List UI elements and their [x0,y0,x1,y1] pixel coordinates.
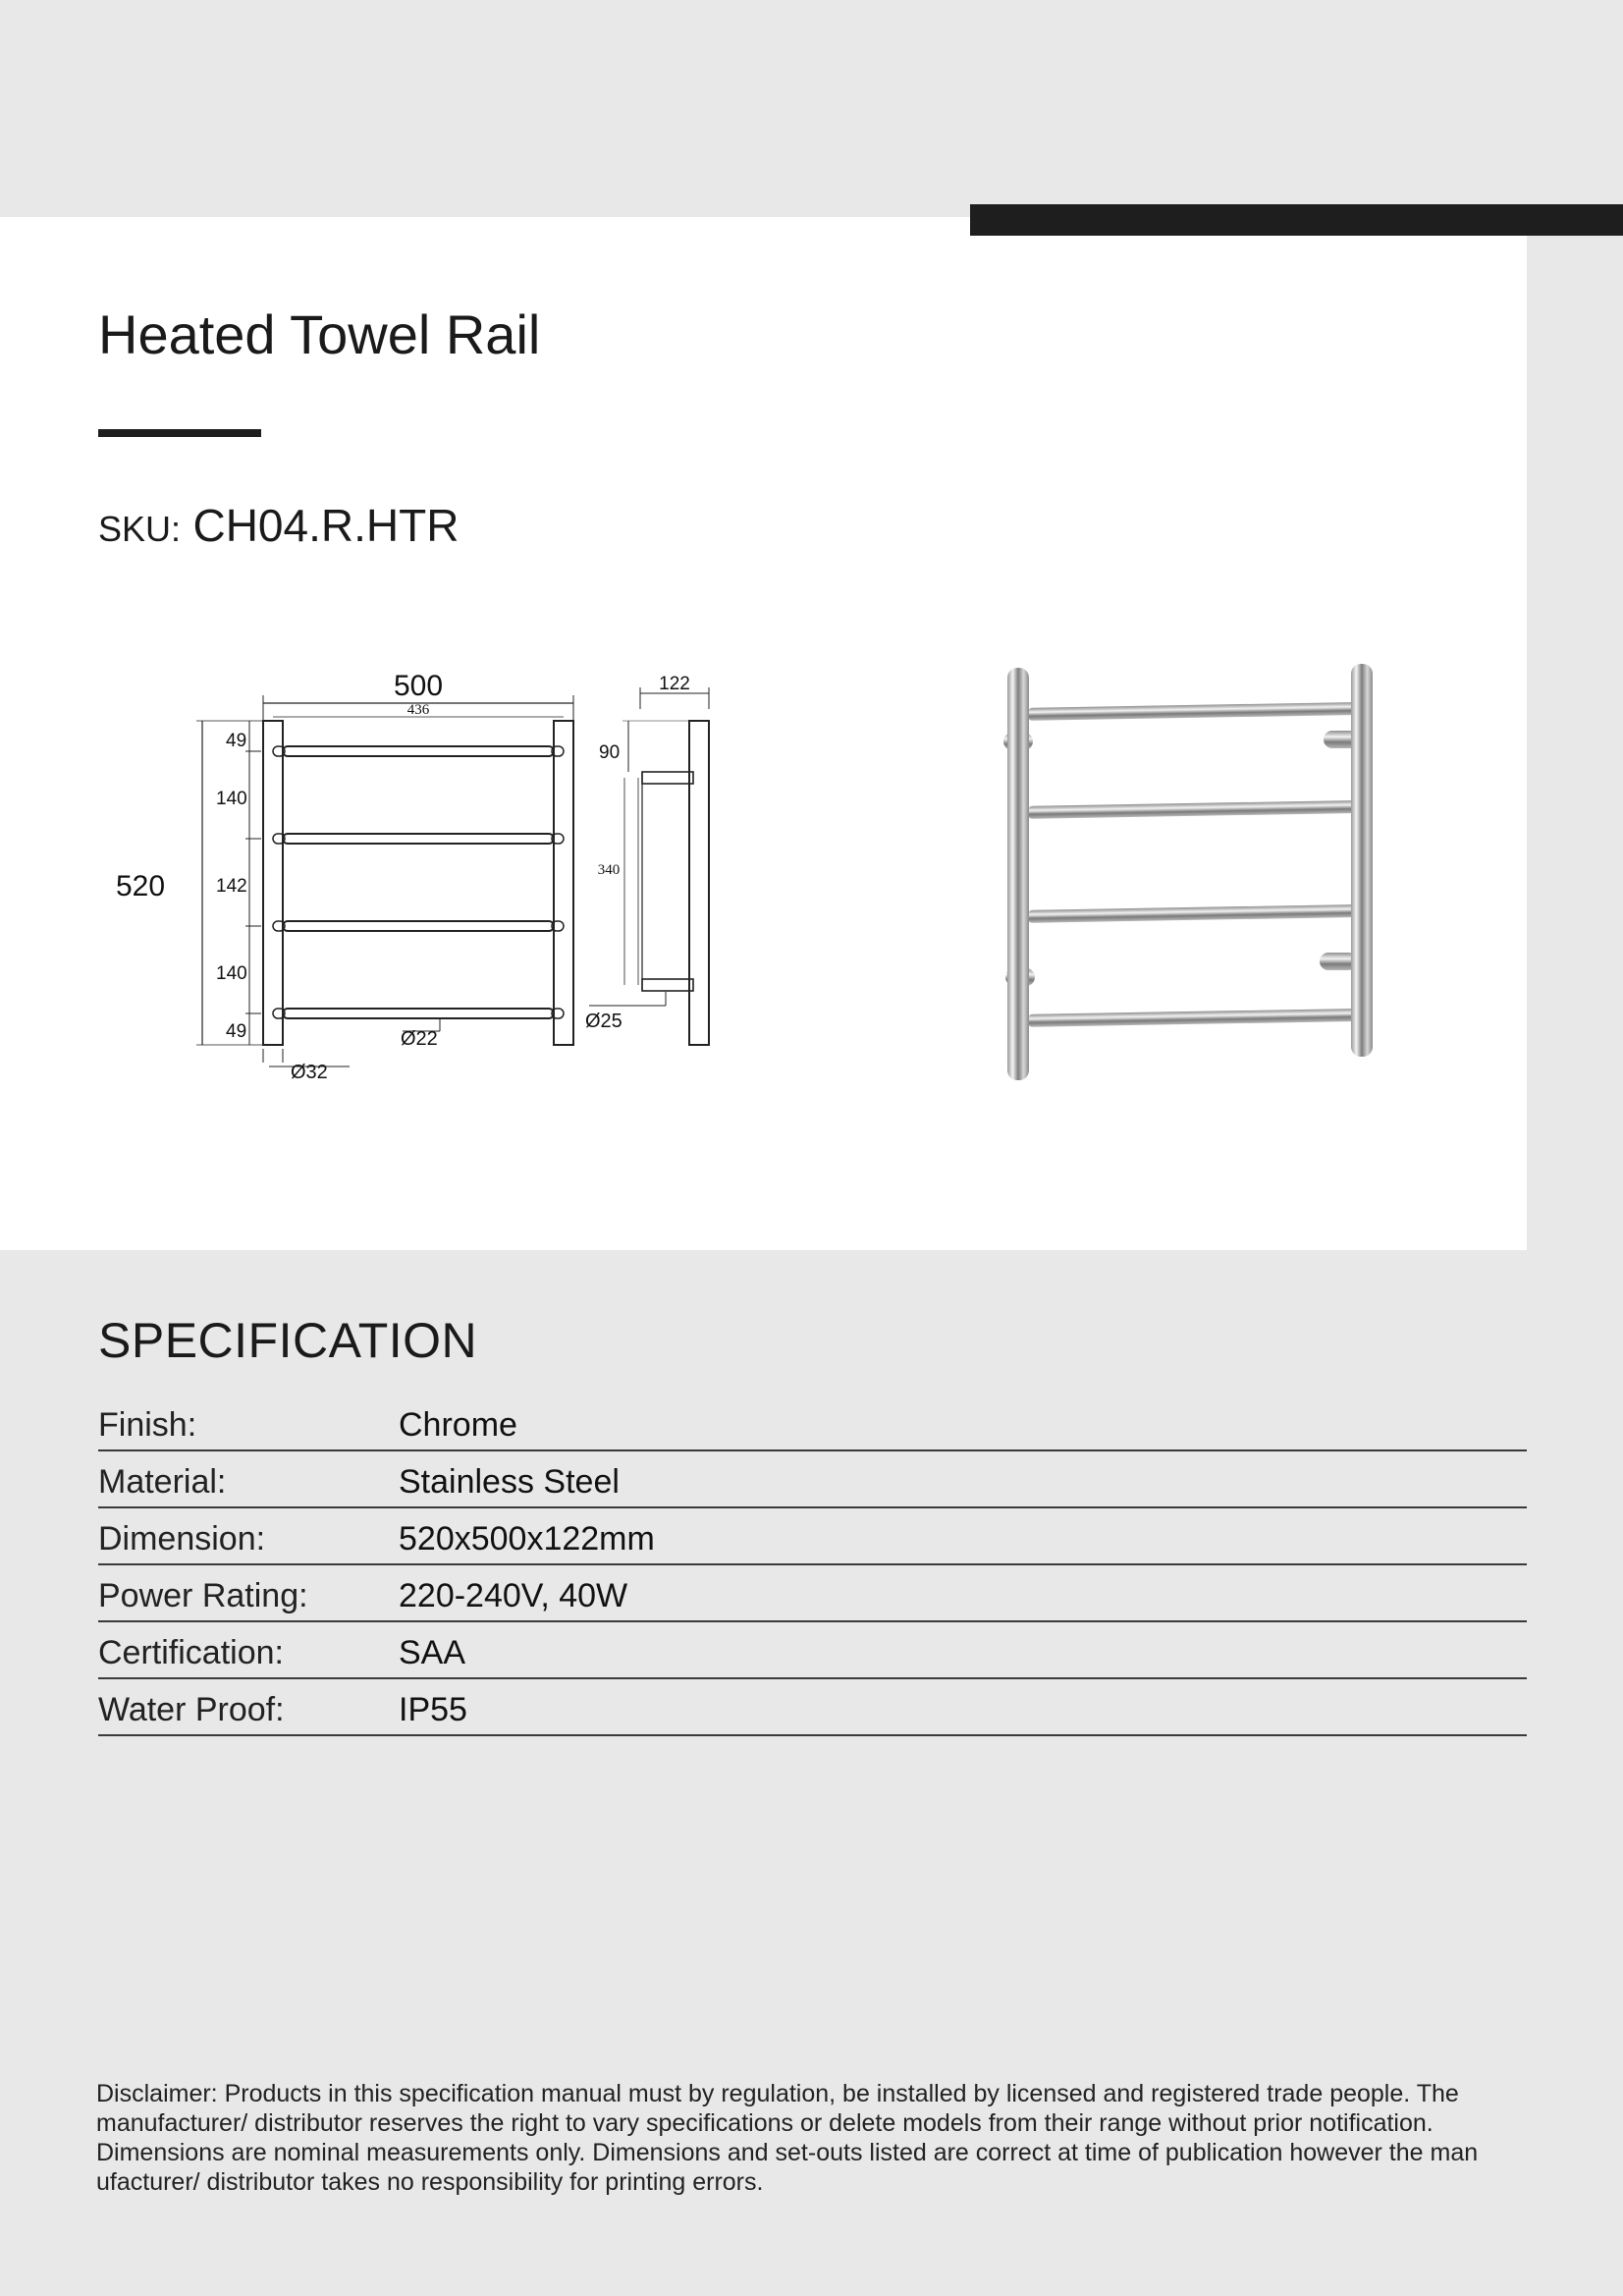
spec-label: Dimension: [98,1520,266,1558]
rail-4 [283,1009,554,1018]
dim-depth: 122 [659,674,690,694]
dim-wall-offset: 90 [599,742,621,763]
dim-bracket-diameter: Ø25 [585,1011,622,1032]
product-title: Heated Towel Rail [98,303,541,365]
dim-spacing-3: 140 [216,963,247,984]
dim-width-overall: 500 [393,670,444,702]
specification-table [98,1394,1527,1736]
spec-value: SAA [399,1634,466,1671]
sku-line [98,499,459,552]
dim-post-diameter: Ø32 [291,1062,328,1083]
spec-row-dimension [98,1508,1527,1565]
spec-value: Stainless Steel [399,1463,620,1501]
dim-width-inner: 436 [406,702,430,718]
photo-post-right [1351,664,1373,1057]
rail-2 [283,834,554,844]
photo-rail-2 [1027,800,1357,819]
dim-height-overall: 520 [116,870,166,902]
photo-rail-4 [1027,1009,1357,1027]
spec-label: Power Rating: [98,1577,308,1614]
product-photo [992,656,1404,1088]
sku-value: CH04.R.HTR [192,500,460,551]
rail-1 [283,746,554,756]
side-bracket-top [642,772,693,784]
spec-row-power-rating [98,1565,1527,1622]
dim-spacing-bottom: 49 [226,1021,247,1042]
specification-title: SPECIFICATION [98,1313,478,1368]
photo-post-left [1007,668,1029,1080]
photo-rail-3 [1027,904,1357,923]
spec-value: IP55 [399,1691,467,1728]
dim-spacing-2: 142 [216,876,247,897]
spec-value: 220-240V, 40W [399,1577,628,1614]
spec-row-certification [98,1622,1527,1679]
spec-value: 520x500x122mm [399,1520,655,1558]
spec-label: Certification: [98,1634,284,1671]
rail-3 [283,921,554,931]
dim-spacing-1: 140 [216,789,247,809]
technical-drawing [116,660,736,1112]
spec-row-finish [98,1394,1527,1451]
disclaimer-text: Disclaimer: Products in this specification manual must by regulation, be installed by licensed and registered trade people. The manufacturer/ distributor reserves the right to vary specifications or delete models from their range without prior notification. Dimensions are nominal measurements only. Dimensions and set-outs listed are correct at time of publication however the man ufacturer/ distributor takes no responsibility for printing errors. [96,2080,1479,2196]
spec-label: Water Proof: [98,1691,285,1728]
title-underline [98,429,261,437]
spec-label: Finish: [98,1406,197,1444]
side-bracket-bottom [642,979,693,991]
dim-rail-diameter: Ø22 [401,1028,438,1050]
spec-value: Chrome [399,1406,517,1444]
spec-row-material [98,1451,1527,1508]
right-post [554,721,573,1045]
spec-row-water-proof [98,1679,1527,1736]
left-post [263,721,283,1045]
dim-bracket-spacing: 340 [597,862,621,878]
spec-label: Material: [98,1463,227,1501]
side-post [689,721,709,1045]
photo-rail-1 [1027,702,1357,721]
header-accent-bar [970,204,1623,236]
dim-spacing-top: 49 [226,731,247,751]
sku-label: SKU: [98,509,182,549]
